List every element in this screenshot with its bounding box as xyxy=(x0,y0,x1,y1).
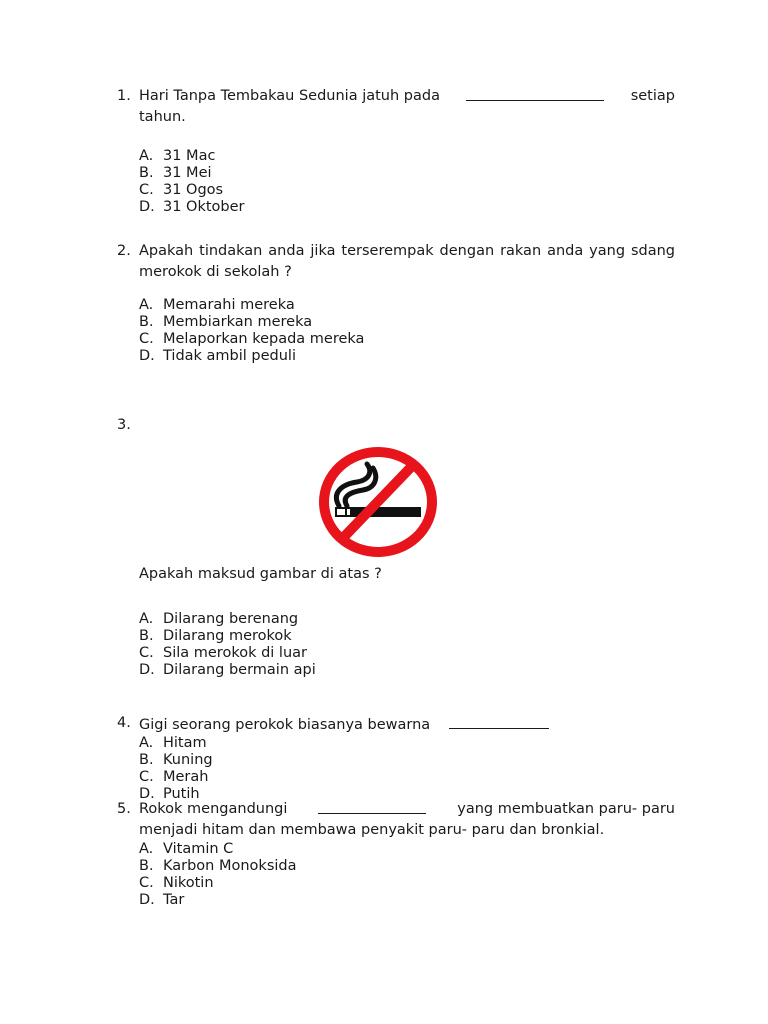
question-3-body xyxy=(117,564,675,679)
no-smoking-sign-icon xyxy=(317,446,439,558)
options-list xyxy=(139,297,675,365)
question-number: 3. xyxy=(117,417,131,433)
option-b: B. 31 Mei xyxy=(139,165,212,181)
question-stem: Apakah tindakan anda jika terserempak dengan rakan anda yang sdang merokok di sekolah ? xyxy=(139,243,675,280)
option-d: D. Putih xyxy=(139,786,200,802)
stem-line-2: tahun. xyxy=(139,109,186,125)
option-b: B. Dilarang merokok xyxy=(139,628,292,644)
option-c: C. 31 Ogos xyxy=(139,182,224,198)
stem-text: Hari Tanpa Tembakau Sedunia jatuh pada xyxy=(139,88,440,104)
option-b: B. Membiarkan mereka xyxy=(139,314,313,330)
option-a: A. Memarahi mereka xyxy=(139,297,295,313)
answer-blank xyxy=(318,799,426,814)
option-c: C. Merah xyxy=(139,769,209,785)
answer-blank xyxy=(466,86,604,101)
options-list xyxy=(139,148,675,216)
stem-text: Gigi seorang perokok biasanya bewarna xyxy=(139,717,431,733)
question-number: 2. xyxy=(117,243,131,259)
answer-blank xyxy=(449,714,549,729)
option-b: B. Karbon Monoksida xyxy=(139,858,297,874)
question-number: 5. xyxy=(117,801,131,817)
stem-line-2: menjadi hitam dan membawa penyakit paru- paru dan bronkial. xyxy=(139,822,605,838)
option-c: C. Melaporkan kepada mereka xyxy=(139,331,365,347)
option-d: D. Tidak ambil peduli xyxy=(139,348,296,364)
option-a: A. Hitam xyxy=(139,735,207,751)
option-d: D. Dilarang bermain api xyxy=(139,662,316,678)
question-2 xyxy=(117,241,675,365)
option-a: A. Vitamin C xyxy=(139,841,234,857)
question-number: 4. xyxy=(117,715,131,731)
option-a: A. Dilarang berenang xyxy=(139,611,299,627)
question-5 xyxy=(117,799,675,909)
stem-text: Rokok mengandungi xyxy=(139,801,288,817)
option-c: C. Nikotin xyxy=(139,875,214,891)
options-list xyxy=(139,611,675,679)
options-list xyxy=(139,841,675,909)
options-list xyxy=(139,735,675,803)
question-1 xyxy=(117,86,675,216)
option-a: A. 31 Mac xyxy=(139,148,216,164)
option-d: D. 31 Oktober xyxy=(139,199,245,215)
option-b: B. Kuning xyxy=(139,752,213,768)
question-stem xyxy=(139,714,675,735)
question-stem xyxy=(139,86,675,107)
stem-text: setiap xyxy=(630,88,675,104)
question-stem: Apakah maksud gambar di atas ? xyxy=(139,566,382,582)
question-4 xyxy=(117,714,675,803)
option-d: D. Tar xyxy=(139,892,185,908)
question-stem xyxy=(139,799,675,820)
question-number: 1. xyxy=(117,88,131,104)
stem-text: yang membuatkan paru- paru xyxy=(457,801,675,817)
option-c: C. Sila merokok di luar xyxy=(139,645,307,661)
